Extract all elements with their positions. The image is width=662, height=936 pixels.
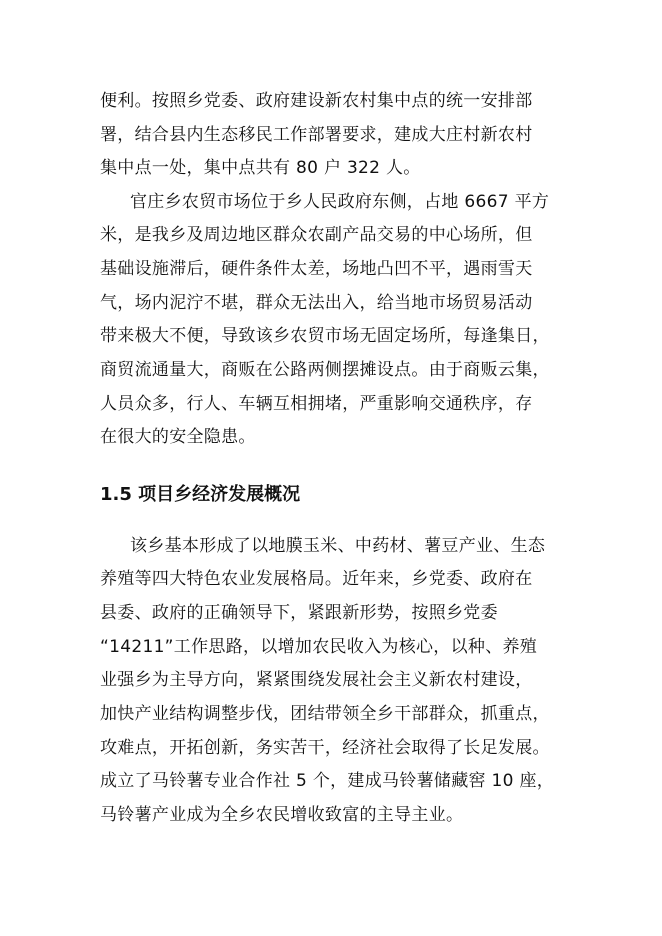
paragraph-line: “14211”工作思路，以增加农民收入为核心，以种、养殖 (100, 637, 538, 657)
paragraph-line: 气，场内泥泞不堪，群众无法出入，给当地市场贸易活动 (100, 293, 533, 313)
paragraph-line: 商贸流通量大，商贩在公路两侧摆摊设点。由于商贩云集， (100, 360, 550, 380)
paragraph-line: 在很大的安全隐患。 (100, 427, 256, 447)
paragraph-line: 该乡基本形成了以地膜玉米、中药材、薯豆产业、生态 (130, 536, 546, 556)
paragraph-line: 县委、政府的正确领导下，紧跟新形势，按照乡党委 (100, 603, 498, 623)
paragraph-line: 养殖等四大特色农业发展格局。近年来，乡党委、政府在 (100, 569, 533, 589)
paragraph-line: 米，是我乡及周边地区群众农副产品交易的中心场所，但 (100, 225, 533, 245)
paragraph-line: 集中点一处，集中点共有 80 户 322 人。 (100, 158, 421, 178)
paragraph-line: 业强乡为主导方向，紧紧围绕发展社会主义新农村建设， (100, 670, 533, 690)
paragraph-line: 攻难点，开拓创新，务实苦干，经济社会取得了长足发展。 (100, 738, 550, 758)
paragraph-line: 马铃薯产业成为全乡农民增收致富的主导主业。 (100, 805, 464, 825)
paragraph-line: 人员众多，行人、车辆互相拥堵，严重影响交通秩序，存 (100, 394, 533, 414)
paragraph-line: 加快产业结构调整步伐，团结带领全乡干部群众，抓重点， (100, 704, 550, 724)
paragraph-line: 带来极大不便，导致该乡农贸市场无固定场所，每逢集日， (100, 326, 550, 346)
section-heading: 1.5 项目乡经济发展概况 (100, 484, 301, 505)
paragraph-line: 基础设施滞后，硬件条件太差，场地凸凹不平，遇雨雪天 (100, 259, 533, 279)
paragraph-line: 便利。按照乡党委、政府建设新农村集中点的统一安排部 (100, 91, 533, 111)
paragraph-line: 官庄乡农贸市场位于乡人民政府东侧，占地 6667 平方 (130, 192, 550, 212)
paragraph-line: 署，结合县内生态移民工作部署要求，建成大庄村新农村 (100, 125, 533, 145)
paragraph-line: 成立了马铃薯专业合作社 5 个，建成马铃薯储藏窖 10 座， (100, 771, 555, 791)
